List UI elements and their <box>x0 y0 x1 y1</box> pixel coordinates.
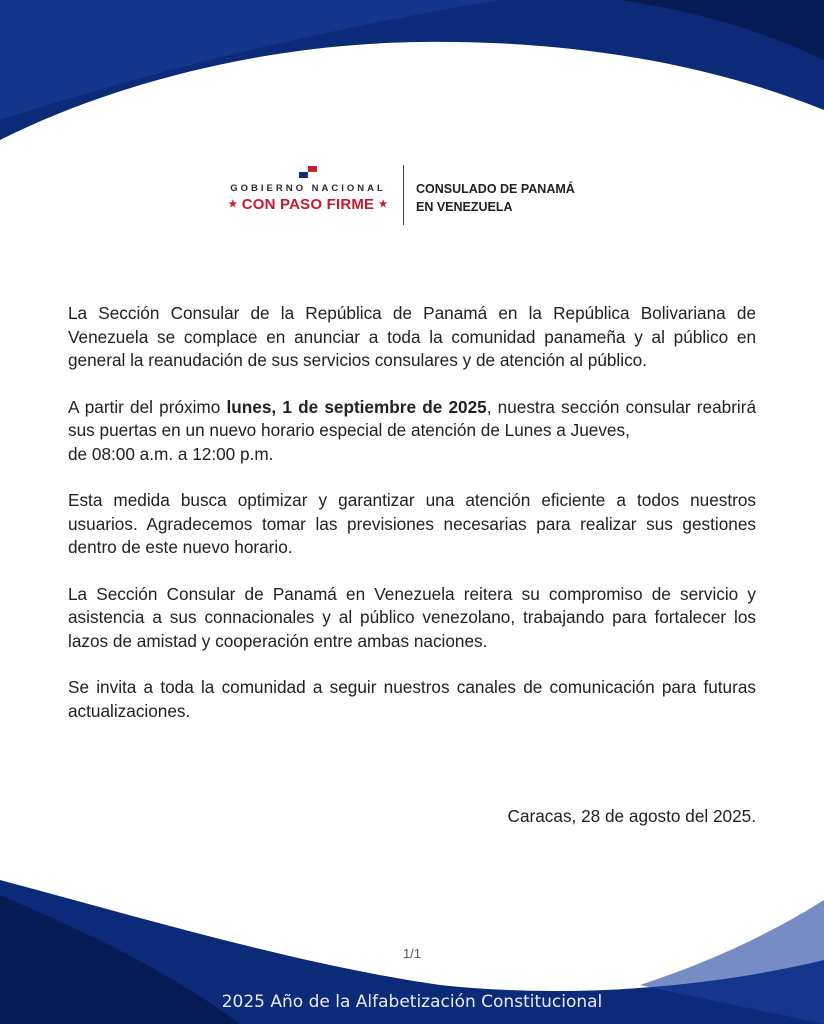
footer-slogan: 2025 Año de la Alfabetización Constitucional <box>221 992 603 1012</box>
star-icon: ★ <box>378 199 388 210</box>
government-logo <box>222 163 394 223</box>
paragraph-4: La Sección Consular de Panamá en Venezuela reitera su compromiso de servicio y asistencia a sus connacionales y al público venezolano, trabajando para fortalecer los lazos de amistad y cooperación entre ambas naciones. <box>68 583 756 651</box>
motto-text: CON PASO FIRME <box>241 196 375 213</box>
reopening-date: lunes, 1 de septiembre de 2025 <box>226 396 487 417</box>
star-icon: ★ <box>228 199 238 210</box>
motto <box>222 196 394 213</box>
paragraph-2 <box>68 396 756 467</box>
paragraph-3: Esta medida busca optimizar y garantizar una atención eficiente a todos nuestros usuarios. Agradecemos tomar las previsiones necesarias para realizar sus gestiones dentro de este nuevo horario. <box>68 490 756 557</box>
panama-flag-icon <box>299 166 317 178</box>
letter-body <box>68 302 756 723</box>
paragraph-2-end: , nuestra sección consular reabrirá sus puertas en un nuevo horario especial de atención de Lunes a Jueves, <box>68 396 757 440</box>
paragraph-5: Se invita a toda la comunidad a seguir nuestros canales de comunicación para futuras actualizaciones. <box>68 677 756 721</box>
opening-hours: de 08:00 a.m. a 12:00 p.m. <box>68 443 274 464</box>
header-divider <box>403 165 404 225</box>
consulate-name <box>416 180 616 216</box>
consulate-line-2: EN VENEZUELA <box>416 200 513 214</box>
letterhead <box>0 163 824 227</box>
consulate-line-1: CONSULADO DE PANAMÁ <box>416 182 575 196</box>
page-number: 1/1 <box>402 946 422 961</box>
paragraph-1: La Sección Consular de la República de Panamá en la República Bolivariana de Venezuela se complace en anunciar a toda la comunidad panameña y al público en general la reanudación de sus servicios consulares y de atención al público. <box>68 303 756 370</box>
paragraph-2-start: A partir del próximo <box>68 396 227 417</box>
signature-date: Caracas, 28 de agosto del 2025. <box>507 806 756 826</box>
gov-line: GOBIERNO NACIONAL <box>230 183 386 194</box>
